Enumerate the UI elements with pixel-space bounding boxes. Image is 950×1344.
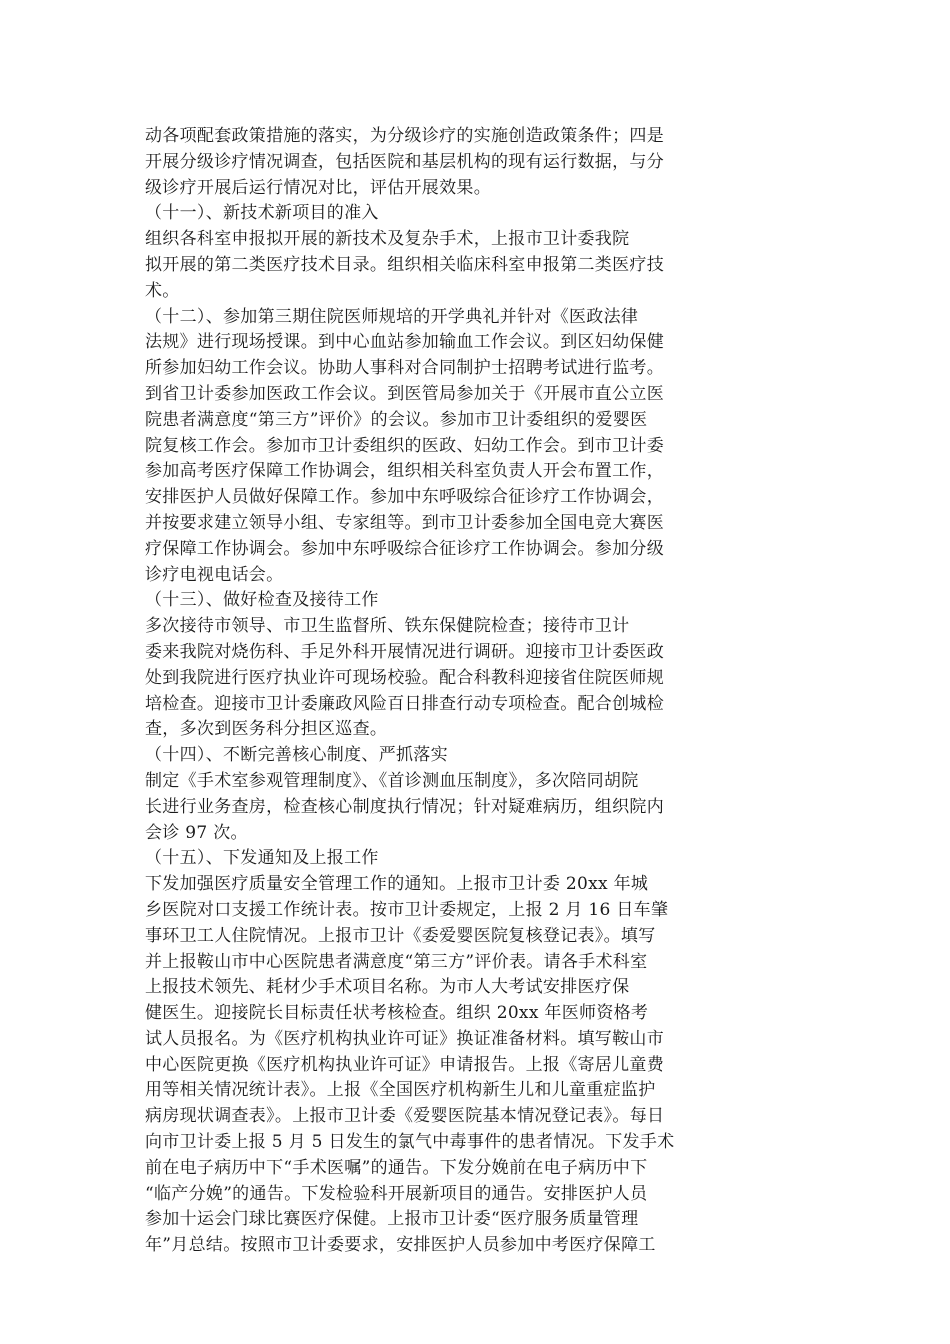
text-line: 试人员报名。为《医疗机构执业许可证》换证准备材料。填写鞍山市 [145, 1028, 664, 1049]
text-line: （十三）、做好检查及接待工作 [145, 590, 379, 611]
text-line: 到省卫计委参加医政工作会议。到医管局参加关于《开展市直公立医 [145, 383, 664, 404]
text-line: 参加高考医疗保障工作协调会，组织相关科室负责人开会布置工作， [145, 461, 664, 482]
text-line: 组织各科室申报拟开展的新技术及复杂手术，上报市卫计委我院 [145, 229, 630, 250]
text-line: 年”月总结。按照市卫计委要求，安排医护人员参加中考医疗保障工 [145, 1235, 656, 1256]
text-line: 多次接待市领导、市卫生监督所、铁东保健院检查；接待市卫计 [145, 616, 630, 637]
text-line: 术。 [145, 280, 180, 301]
text-line: 院患者满意度“第三方”评价》的会议。参加市卫计委组织的爱婴医 [145, 409, 648, 430]
text-line: 院复核工作会。参加市卫计委组织的医政、妇幼工作会。到市卫计委 [145, 435, 664, 456]
text-line: 并按要求建立领导小组、专家组等。到市卫计委参加全国电竞大赛医 [145, 512, 664, 533]
text-line: 用等相关情况统计表》。上报《全国医疗机构新生儿和儿童重症监护 [145, 1080, 656, 1101]
text-line: 培检查。迎接市卫计委廉政风险百日排查行动专项检查。配合创城检 [145, 693, 664, 714]
text-line: 安排医护人员做好保障工作。参加中东呼吸综合征诊疗工作协调会， [145, 487, 664, 508]
text-line: 事环卫工人住院情况。上报市卫计《委爱婴医院复核登记表》。填写 [145, 925, 656, 946]
text-line: 拟开展的第二类医疗技术目录。组织相关临床科室申报第二类医疗技 [145, 254, 664, 275]
text-line: 处到我院进行医疗执业许可现场校验。配合科教科迎接省住院医师规 [145, 667, 664, 688]
text-line: 中心医院更换《医疗机构执业许可证》申请报告。上报《寄居儿童费 [145, 1054, 664, 1075]
text-line: 法规》进行现场授课。到中心血站参加输血工作会议。到区妇幼保健 [145, 332, 664, 353]
text-line: 前在电子病历中下“手术医嘱”的通告。下发分娩前在电子病历中下 [145, 1157, 648, 1178]
text-line: 动各项配套政策措施的落实，为分级诊疗的实施创造政策条件；四是 [145, 126, 664, 146]
text-line: 疗保障工作协调会。参加中东呼吸综合征诊疗工作协调会。参加分级 [145, 538, 664, 559]
text-line: “临产分娩”的通告。下发检验科开展新项目的通告。安排医护人员 [145, 1183, 648, 1204]
text-line: 乡医院对口支援工作统计表。按市卫计委规定，上报 2 月 16 日车肇 [145, 899, 669, 920]
text-line: 查，多次到医务科分担区巡查。 [145, 719, 388, 740]
text-line: 长进行业务查房，检查核心制度执行情况；针对疑难病历，组织院内 [145, 796, 664, 817]
text-line: （十四）、不断完善核心制度、严抓落实 [145, 745, 448, 766]
text-line: 并上报鞍山市中心医院患者满意度“第三方”评价表。请各手术科室 [145, 951, 648, 972]
text-line: 下发加强医疗质量安全管理工作的通知。上报市卫计委 20xx 年城 [145, 874, 649, 895]
text-line: 健医生。迎接院长目标责任状考核检查。组织 20xx 年医师资格考 [145, 1003, 649, 1024]
text-line: 上报技术领先、耗材少手术项目名称。为市人大考试安排医疗保 [145, 977, 630, 998]
text-line: （十二）、参加第三期住院医师规培的开学典礼并针对《医政法律 [145, 306, 639, 327]
text-line: 病房现状调查表》。上报市卫计委《爱婴医院基本情况登记表》。每日 [145, 1106, 665, 1127]
text-line: 制定《手术室参观管理制度》、《首诊测血压制度》，多次陪同胡院 [145, 770, 639, 791]
text-line: （十五）、下发通知及上报工作 [145, 848, 379, 869]
text-line: 会诊 97 次。 [145, 822, 248, 843]
text-line: 向市卫计委上报 5 月 5 日发生的氯气中毒事件的患者情况。下发手术 [145, 1132, 675, 1153]
text-line: 级诊疗开展后运行情况对比，评估开展效果。 [145, 177, 491, 198]
text-line: （十一）、新技术新项目的准入 [145, 203, 379, 224]
text-line: 所参加妇幼工作会议。协助人事科对合同制护士招聘考试进行监考。 [145, 358, 664, 379]
text-line: 委来我院对烧伤科、手足外科开展情况进行调研。迎接市卫计委医政 [145, 641, 664, 662]
text-line: 参加十运会门球比赛医疗保健。上报市卫计委“医疗服务质量管理 [145, 1209, 639, 1230]
text-line: 诊疗电视电话会。 [145, 564, 284, 585]
text-line: 开展分级诊疗情况调查，包括医院和基层机构的现有运行数据，与分 [145, 151, 664, 172]
document-body [145, 124, 725, 1259]
